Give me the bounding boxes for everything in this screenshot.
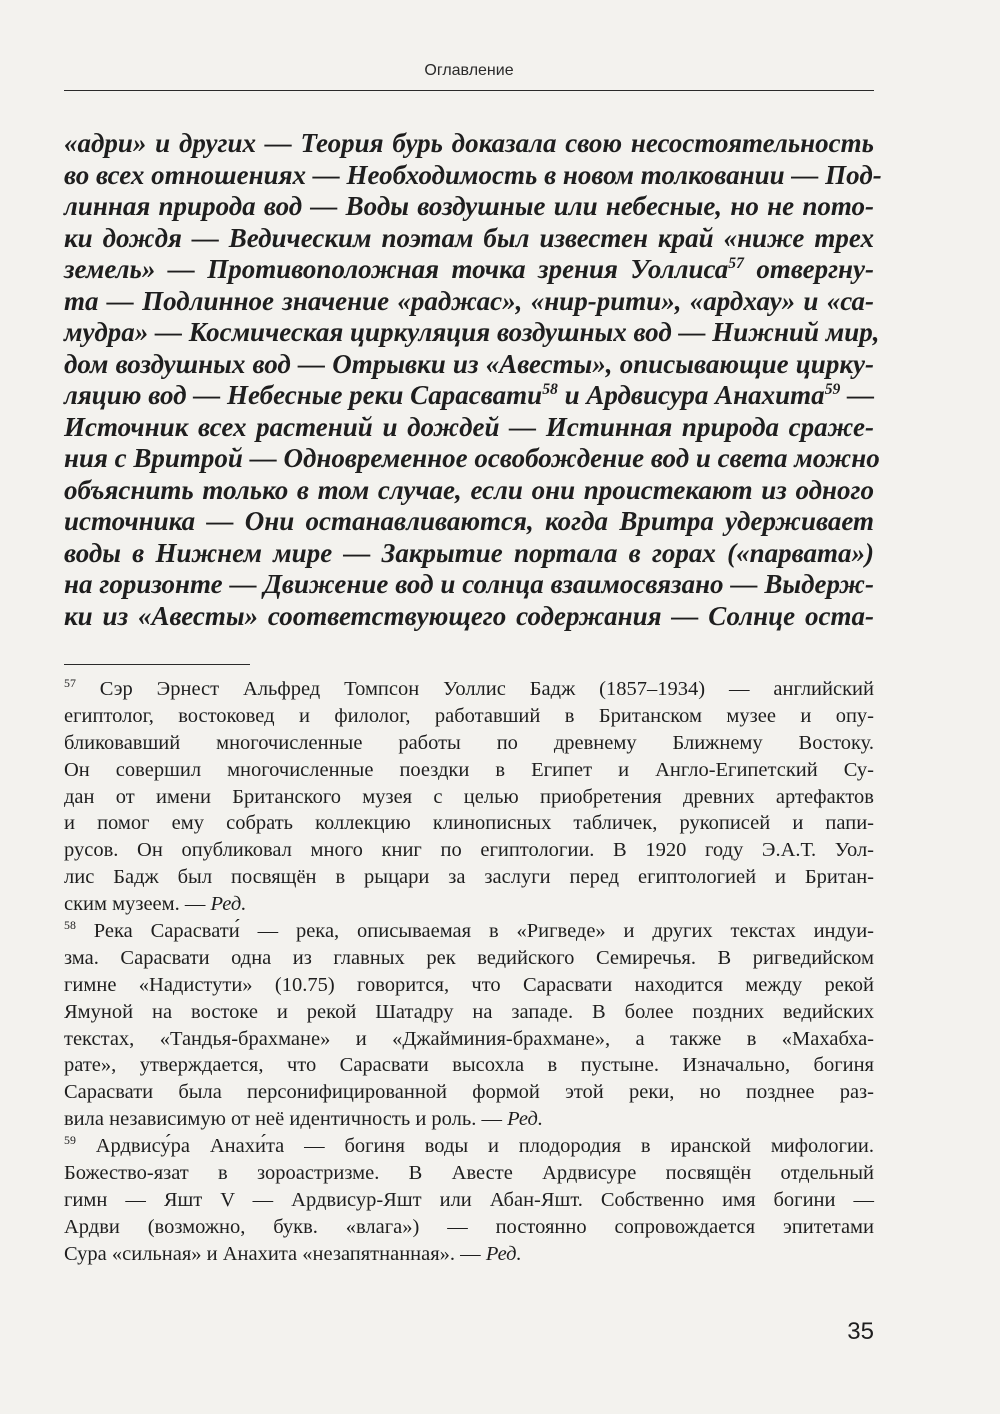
footnote-line: Ямуной на востоке и рекой Шатадру на западе. В более поздних ведийских [64, 1000, 874, 1023]
contents-line: во всех отношениях — Необходимость в новом толковании — Под- [64, 159, 882, 190]
editor-note: Ред. [507, 1108, 543, 1131]
footnote-line: русов. Он опубликовал много книг по египтологии. В 1920 году Э.А.Т. Уол- [64, 839, 874, 862]
footnote-line: Сура «сильная» и Анахита «незапятнанная». — Ред. [64, 1242, 522, 1265]
contents-line: воды в Нижнем мире — Закрытие портала в горах («парвата») [64, 537, 874, 568]
footnote-line: зма. Сарасвати одна из главных рек ведийского Семиречья. В ригведийском [64, 946, 874, 969]
footnote-line: текстах, «Тандья-брахмане» и «Джайминия-брахмане», а также в «Махабха- [64, 1027, 874, 1050]
footnote-line: Ардви (возможно, букв. «влага») — постоянно сопровождается эпитетами [64, 1215, 874, 1238]
footnote-59 [64, 1133, 874, 1267]
contents-line: «адри» и других — Теория бурь доказала свою несостоятельность [64, 128, 874, 158]
contents-line: ки из «Авесты» соответствующего содержания — Солнце оста- [64, 600, 874, 631]
footnote-line: Он совершил многочисленные поездки в Египет и Англо-Египетский Су- [64, 758, 874, 781]
footnote-number: 58 [64, 918, 76, 933]
footnote-line: гимн — Яшт V — Ардвисур-Яшт или Абан-Яшт. Собственно имя богини — [64, 1188, 874, 1211]
footnote-separator [64, 664, 250, 665]
footnote-ref[interactable]: 57 [728, 255, 744, 272]
footnote-line: $^{58}$ Река Сарасвати́ — река, описываемая в «Ригведе» и других текстах индуи- [64, 918, 874, 943]
footnote-line: Божество-язат в зороастризме. В Авесте Ардвисуре посвящён отдельный [64, 1162, 874, 1185]
editor-note: Ред. [210, 893, 247, 916]
footnote-line: бликовавший многочисленные работы по древнему Ближнему Востоку. [64, 731, 874, 754]
footnote-58 [64, 918, 874, 1133]
contents-line: ния с Вритрой — Одновременное освобождение вод и света можно [64, 443, 880, 473]
page-number: 35 [847, 1318, 874, 1345]
contents-line: объяснить только в том случае, если они проистекают из одного [64, 474, 874, 505]
footnote-number: 59 [64, 1133, 76, 1148]
contents-line: дом воздушных вод — Отрывки из «Авесты», описывающие цирку- [64, 348, 874, 379]
contents-line: источника — Они останавливаются, когда Вритра удерживает [64, 506, 874, 536]
footnote-ref[interactable]: 59 [824, 381, 841, 398]
contents-line: мудра» — Космическая циркуляция воздушных вод — Нижний мир, [64, 317, 880, 347]
footnote-line: египтолог, востоковед и филолог, работавший в Британском музее и опу- [64, 704, 874, 727]
footnote-line: лис Бадж был посвящён в рыцари за заслуги перед египтологией и Британ- [64, 866, 874, 889]
footnote-line: и помог ему собрать коллекцию клинописных табличек, рукописей и папи- [64, 812, 874, 835]
footnote-line: Сарасвати была персонифицированной формой этой реки, но позднее раз- [64, 1081, 874, 1104]
footnote-57 [64, 676, 874, 918]
footnote-line: $^{57}$ Сэр Эрнест Альфред Томпсон Уоллис Бадж (1857–1934) — английский [64, 676, 874, 700]
editor-note: Ред. [485, 1242, 522, 1265]
footnote-line: вила независимую от неё идентичность и роль. — Ред. [64, 1108, 543, 1131]
header-rule [64, 90, 874, 91]
footnote-line: дан от имени Британского музея с целью приобретения древних артефактов [64, 785, 874, 808]
footnote-ref[interactable]: 58 [542, 381, 558, 398]
footnote-line: $^{59}$ Ардвису́ра Анахи́та — богиня воды и плодородия в иранской мифологии. [64, 1133, 874, 1158]
contents-line: линная природа вод — Воды воздушные или небесные, но не пото- [64, 191, 874, 221]
running-header: Оглавление [424, 62, 514, 79]
footnote-number: 57 [64, 676, 76, 691]
contents-text [64, 128, 882, 632]
footnote-line: рате», утверждается, что Сарасвати высохла в пустыне. Изначально, богиня [64, 1054, 874, 1077]
contents-line: на горизонте — Движение вод и солнца взаимосвязано — Выдерж- [64, 569, 874, 599]
footnote-line: ским музеем. — Ред. [64, 893, 247, 916]
contents-line: Источник всех растений и дождей — Истинная природа сраже- [64, 411, 874, 442]
footnotes [64, 676, 874, 1268]
contents-line: ляцию вод — Небесные реки Сарасвати$^{58}$ и Ардвисура Анахита$^{59}$ — [64, 380, 875, 410]
contents-line: ки дождя — Ведическим поэтам был известен край «ниже трех [64, 222, 874, 253]
footnote-line: гимне «Надистути» (10.75) говорится, что Сарасвати находится между рекой [64, 973, 874, 996]
contents-line: та — Подлинное значение «раджас», «нир-рити», «ардхау» и «са- [64, 285, 874, 316]
contents-line: земель» — Противоположная точка зрения Уоллиса$^{57}$ отвергну- [64, 254, 874, 284]
